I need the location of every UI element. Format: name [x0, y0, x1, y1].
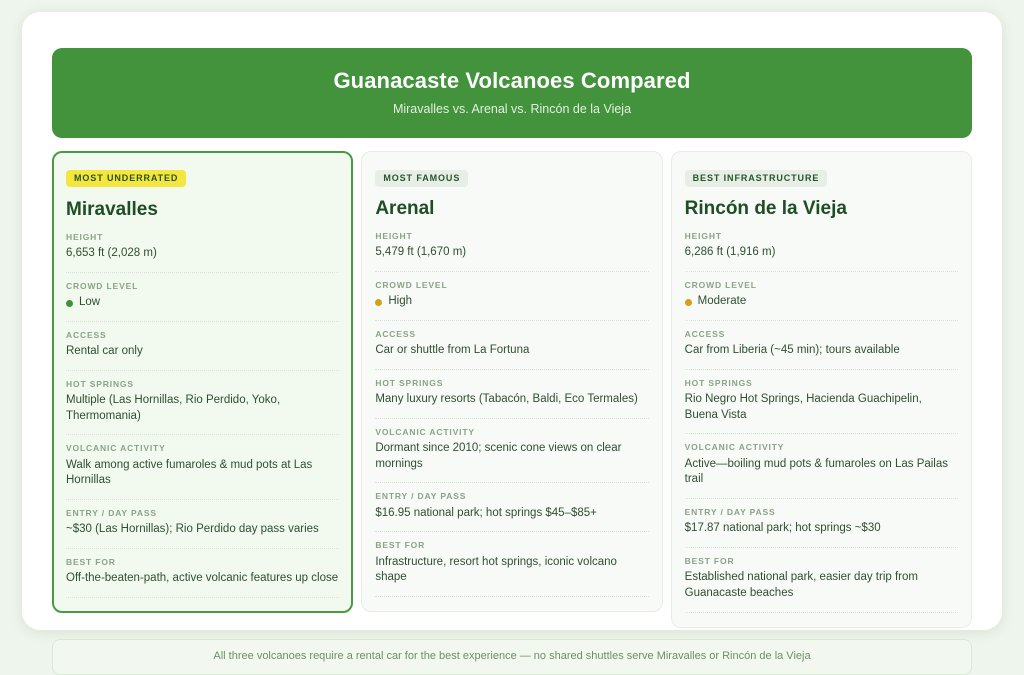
row-label-entry-day-pass: ENTRY / DAY PASS: [66, 507, 157, 518]
row-label-best-for: BEST FOR: [375, 540, 426, 551]
volcano-card-rincon-de-la-vieja[interactable]: [671, 151, 972, 628]
row-entry-day-pass: [375, 492, 648, 532]
row-value-crowd-level: [375, 294, 648, 310]
row-best-for: [66, 558, 339, 598]
row-label-height: HEIGHT: [375, 230, 413, 241]
crowd-level-text: High: [388, 295, 412, 308]
volcano-name: Miravalles: [66, 199, 158, 220]
row-value-best-for: Infrastructure, resort hot springs, iconic volcano shape: [375, 555, 617, 584]
row-value-height: 5,479 ft (1,670 m): [375, 246, 467, 259]
row-crowd-level: [66, 282, 339, 322]
status-badge: BEST INFRASTRUCTURE: [685, 170, 828, 187]
crowd-level-dot-icon: [375, 299, 382, 306]
row-hot-springs: [375, 379, 648, 419]
row-height: [375, 232, 648, 272]
footer-note: [52, 639, 972, 675]
status-badge: MOST UNDERRATED: [66, 170, 186, 187]
row-value-height: 6,286 ft (1,916 m): [684, 246, 776, 259]
crowd-level-dot-icon: [685, 299, 692, 306]
row-height: [66, 233, 339, 273]
row-access: [685, 330, 958, 370]
row-value-hot-springs: Many luxury resorts (Tabacón, Baldi, Eco Termales): [375, 393, 638, 406]
row-value-entry-day-pass: $17.87 national park; hot springs ~$30: [684, 522, 881, 535]
row-label-crowd-level: CROWD LEVEL: [375, 279, 448, 290]
row-label-best-for: BEST FOR: [684, 555, 735, 566]
row-value-access: Car or shuttle from La Fortuna: [375, 344, 530, 357]
row-label-volcanic-activity: VOLCANIC ACTIVITY: [66, 443, 166, 454]
row-label-access: ACCESS: [66, 329, 107, 340]
row-crowd-level: [375, 281, 648, 321]
row-value-entry-day-pass: ~$30 (Las Hornillas); Rio Perdido day pass varies: [66, 523, 319, 536]
row-value-best-for: Off-the-beaten-path, active volcanic features up close: [66, 572, 339, 585]
crowd-level-dot-icon: [66, 300, 73, 307]
row-label-best-for: BEST FOR: [66, 556, 116, 567]
row-value-crowd-level: [66, 295, 339, 311]
row-label-volcanic-activity: VOLCANIC ACTIVITY: [684, 442, 785, 453]
row-label-crowd-level: CROWD LEVEL: [66, 280, 139, 291]
row-label-hot-springs: HOT SPRINGS: [684, 377, 753, 388]
row-label-access: ACCESS: [375, 328, 416, 339]
comparison-cards: [52, 151, 972, 628]
row-label-hot-springs: HOT SPRINGS: [66, 378, 134, 389]
row-hot-springs: [685, 379, 958, 435]
row-label-crowd-level: CROWD LEVEL: [684, 279, 757, 290]
row-value-access: Car from Liberia (~45 min); tours available: [684, 344, 900, 357]
row-value-access: Rental car only: [66, 345, 143, 358]
crowd-level-text: Moderate: [697, 295, 747, 308]
row-value-crowd-level: [685, 294, 958, 310]
row-access: [66, 331, 339, 371]
row-volcanic-activity: [685, 443, 958, 499]
row-entry-day-pass: [66, 509, 339, 549]
row-label-hot-springs: HOT SPRINGS: [375, 377, 444, 388]
row-value-hot-springs: Rio Negro Hot Springs, Hacienda Guachipelin, Buena Vista: [684, 393, 922, 421]
row-value-volcanic-activity: Active—boiling mud pots & fumaroles on Las Pailas trail: [684, 457, 949, 486]
row-best-for: [685, 557, 958, 613]
row-access: [375, 330, 648, 370]
page-subtitle: Miravalles vs. Arenal vs. Rincón de la Vieja: [392, 102, 632, 117]
volcano-card-miravalles[interactable]: [52, 151, 353, 613]
row-label-volcanic-activity: VOLCANIC ACTIVITY: [375, 426, 475, 437]
row-label-entry-day-pass: ENTRY / DAY PASS: [684, 506, 776, 517]
row-value-hot-springs: Multiple (Las Hornillas, Rio Perdido, Yoko, Thermomania): [66, 394, 281, 422]
page-frame: [22, 12, 1002, 662]
row-value-height: 6,653 ft (2,028 m): [66, 247, 157, 260]
page-title: Guanacaste Volcanoes Compared: [333, 68, 691, 94]
row-value-volcanic-activity: Walk among active fumaroles & mud pots at Las Hornillas: [66, 458, 313, 487]
row-label-height: HEIGHT: [684, 230, 722, 241]
row-best-for: [375, 541, 648, 597]
row-label-height: HEIGHT: [66, 231, 104, 242]
row-value-best-for: Established national park, easier day trip from Guanacaste beaches: [684, 571, 918, 599]
row-height: [685, 232, 958, 272]
header-banner: [52, 48, 972, 138]
row-hot-springs: [66, 380, 339, 436]
row-label-entry-day-pass: ENTRY / DAY PASS: [375, 491, 467, 502]
row-entry-day-pass: [685, 508, 958, 548]
row-value-entry-day-pass: $16.95 national park; hot springs $45–$85+: [375, 506, 597, 519]
row-crowd-level: [685, 281, 958, 321]
volcano-name: Rincón de la Vieja: [684, 198, 847, 219]
status-badge: MOST FAMOUS: [375, 170, 468, 187]
volcano-name: Arenal: [375, 198, 435, 219]
crowd-level-text: Low: [79, 296, 101, 309]
row-label-access: ACCESS: [684, 328, 726, 339]
row-value-volcanic-activity: Dormant since 2010; scenic cone views on clear mornings: [375, 442, 622, 470]
volcano-card-arenal[interactable]: [361, 151, 662, 612]
content-container: [52, 48, 972, 675]
row-volcanic-activity: [66, 444, 339, 500]
row-volcanic-activity: [375, 428, 648, 484]
footer-note-text: All three volcanoes require a rental car for the best experience — no shared shuttles serve Miravalles or Rincón de la Vieja: [213, 649, 811, 662]
